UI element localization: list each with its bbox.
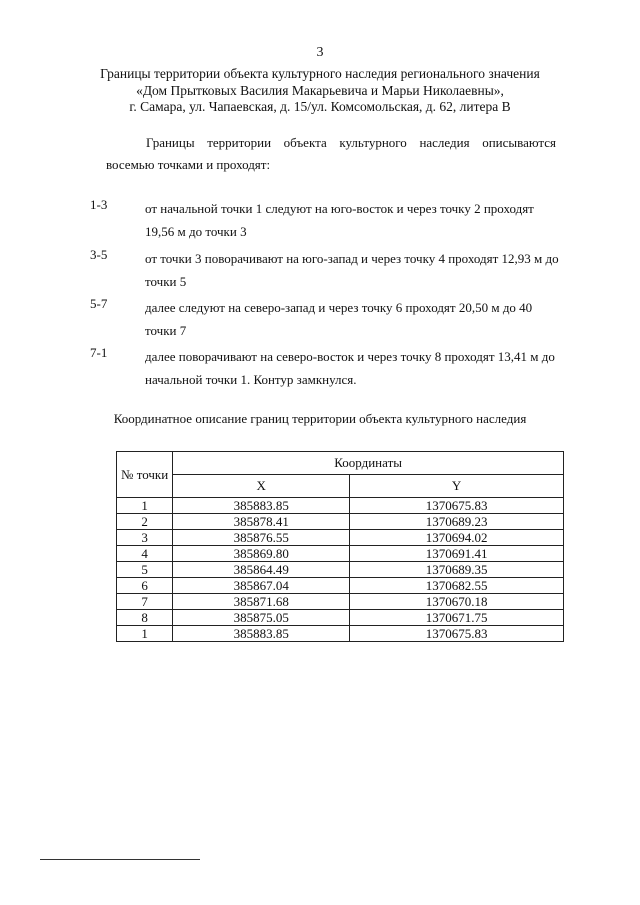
segment-description <box>145 345 565 391</box>
point-number-cell: 1 <box>117 626 173 642</box>
document-title <box>0 66 640 116</box>
x-coordinate-cell: 385869.80 <box>173 546 350 562</box>
table-row <box>117 626 564 642</box>
x-coordinate-cell: 385867.04 <box>173 578 350 594</box>
table-row <box>117 610 564 626</box>
point-number-cell: 5 <box>117 562 173 578</box>
table-row <box>117 498 564 514</box>
y-coordinate-cell: 1370671.75 <box>350 610 564 626</box>
segment-line: точки 5 <box>145 274 187 289</box>
table-row <box>117 562 564 578</box>
table-row <box>117 594 564 610</box>
x-coordinate-cell: 385864.49 <box>173 562 350 578</box>
header-coordinates: Координаты <box>173 452 564 475</box>
intro-line-2: восемью точками и проходят: <box>106 157 271 172</box>
segment-line: начальной точки 1. Контур замкнулся. <box>145 372 357 387</box>
x-coordinate-cell: 385883.85 <box>173 626 350 642</box>
y-coordinate-cell: 1370675.83 <box>350 498 564 514</box>
table-caption: Координатное описание границ территории объекта культурного наследия <box>113 411 527 426</box>
coordinates-table-body <box>117 498 564 642</box>
x-coordinate-cell: 385876.55 <box>173 530 350 546</box>
y-coordinate-cell: 1370689.23 <box>350 514 564 530</box>
segment-line: точки 7 <box>145 323 187 338</box>
point-number-cell: 1 <box>117 498 173 514</box>
segment-range: 1-3 <box>90 197 108 212</box>
segment-range: 3-5 <box>90 247 108 262</box>
table-row <box>117 578 564 594</box>
y-coordinate-cell: 1370689.35 <box>350 562 564 578</box>
x-coordinate-cell: 385878.41 <box>173 514 350 530</box>
point-number-cell: 2 <box>117 514 173 530</box>
y-coordinate-cell: 1370670.18 <box>350 594 564 610</box>
x-coordinate-cell: 385871.68 <box>173 594 350 610</box>
x-coordinate-cell: 385875.05 <box>173 610 350 626</box>
y-coordinate-cell: 1370694.02 <box>350 530 564 546</box>
segment-range: 7-1 <box>90 345 108 360</box>
intro-paragraph <box>146 135 556 151</box>
segment-line: 19,56 м до точки 3 <box>145 224 247 239</box>
y-coordinate-cell: 1370675.83 <box>350 626 564 642</box>
intro-word: наследия <box>419 135 470 150</box>
intro-word: объекта <box>283 135 327 150</box>
footnote-separator <box>40 859 200 860</box>
title-line: г. Самара, ул. Чапаевская, д. 15/ул. Комсомольская, д. 62, литера В <box>129 99 511 114</box>
segment-line: далее поворачивают на северо-восток и через точку 8 проходят 13,41 м до <box>145 349 555 364</box>
point-number-cell: 6 <box>117 578 173 594</box>
point-number-cell: 7 <box>117 594 173 610</box>
table-row <box>117 530 564 546</box>
segment-description <box>145 296 565 342</box>
intro-word: территории <box>207 135 272 150</box>
table-row <box>117 546 564 562</box>
segment-line: далее следуют на северо-запад и через точку 6 проходят 20,50 м до 40 <box>145 300 533 315</box>
segment-range: 5-7 <box>90 296 108 311</box>
coordinates-table <box>116 451 564 642</box>
segment-description <box>145 247 565 293</box>
point-number-cell: 3 <box>117 530 173 546</box>
table-row <box>117 514 564 530</box>
segment-description <box>145 197 565 243</box>
intro-word: Границы <box>146 135 195 150</box>
x-coordinate-cell: 385883.85 <box>173 498 350 514</box>
point-number-cell: 4 <box>117 546 173 562</box>
intro-word: описываются <box>482 135 556 150</box>
header-point-number: № точки <box>117 452 173 498</box>
header-x: X <box>173 475 350 498</box>
y-coordinate-cell: 1370691.41 <box>350 546 564 562</box>
title-line: Границы территории объекта культурного наследия регионального значения <box>100 66 540 81</box>
page-number: 3 <box>316 45 324 60</box>
intro-word: культурного <box>339 135 407 150</box>
header-y: Y <box>350 475 564 498</box>
point-number-cell: 8 <box>117 610 173 626</box>
segment-line: от начальной точки 1 следуют на юго-восток и через точку 2 проходят <box>145 201 534 216</box>
title-line: «Дом Прытковых Василия Макарьевича и Марьи Николаевны», <box>136 82 504 98</box>
y-coordinate-cell: 1370682.55 <box>350 578 564 594</box>
segment-line: от точки 3 поворачивают на юго-запад и через точку 4 проходят 12,93 м до <box>145 251 559 266</box>
